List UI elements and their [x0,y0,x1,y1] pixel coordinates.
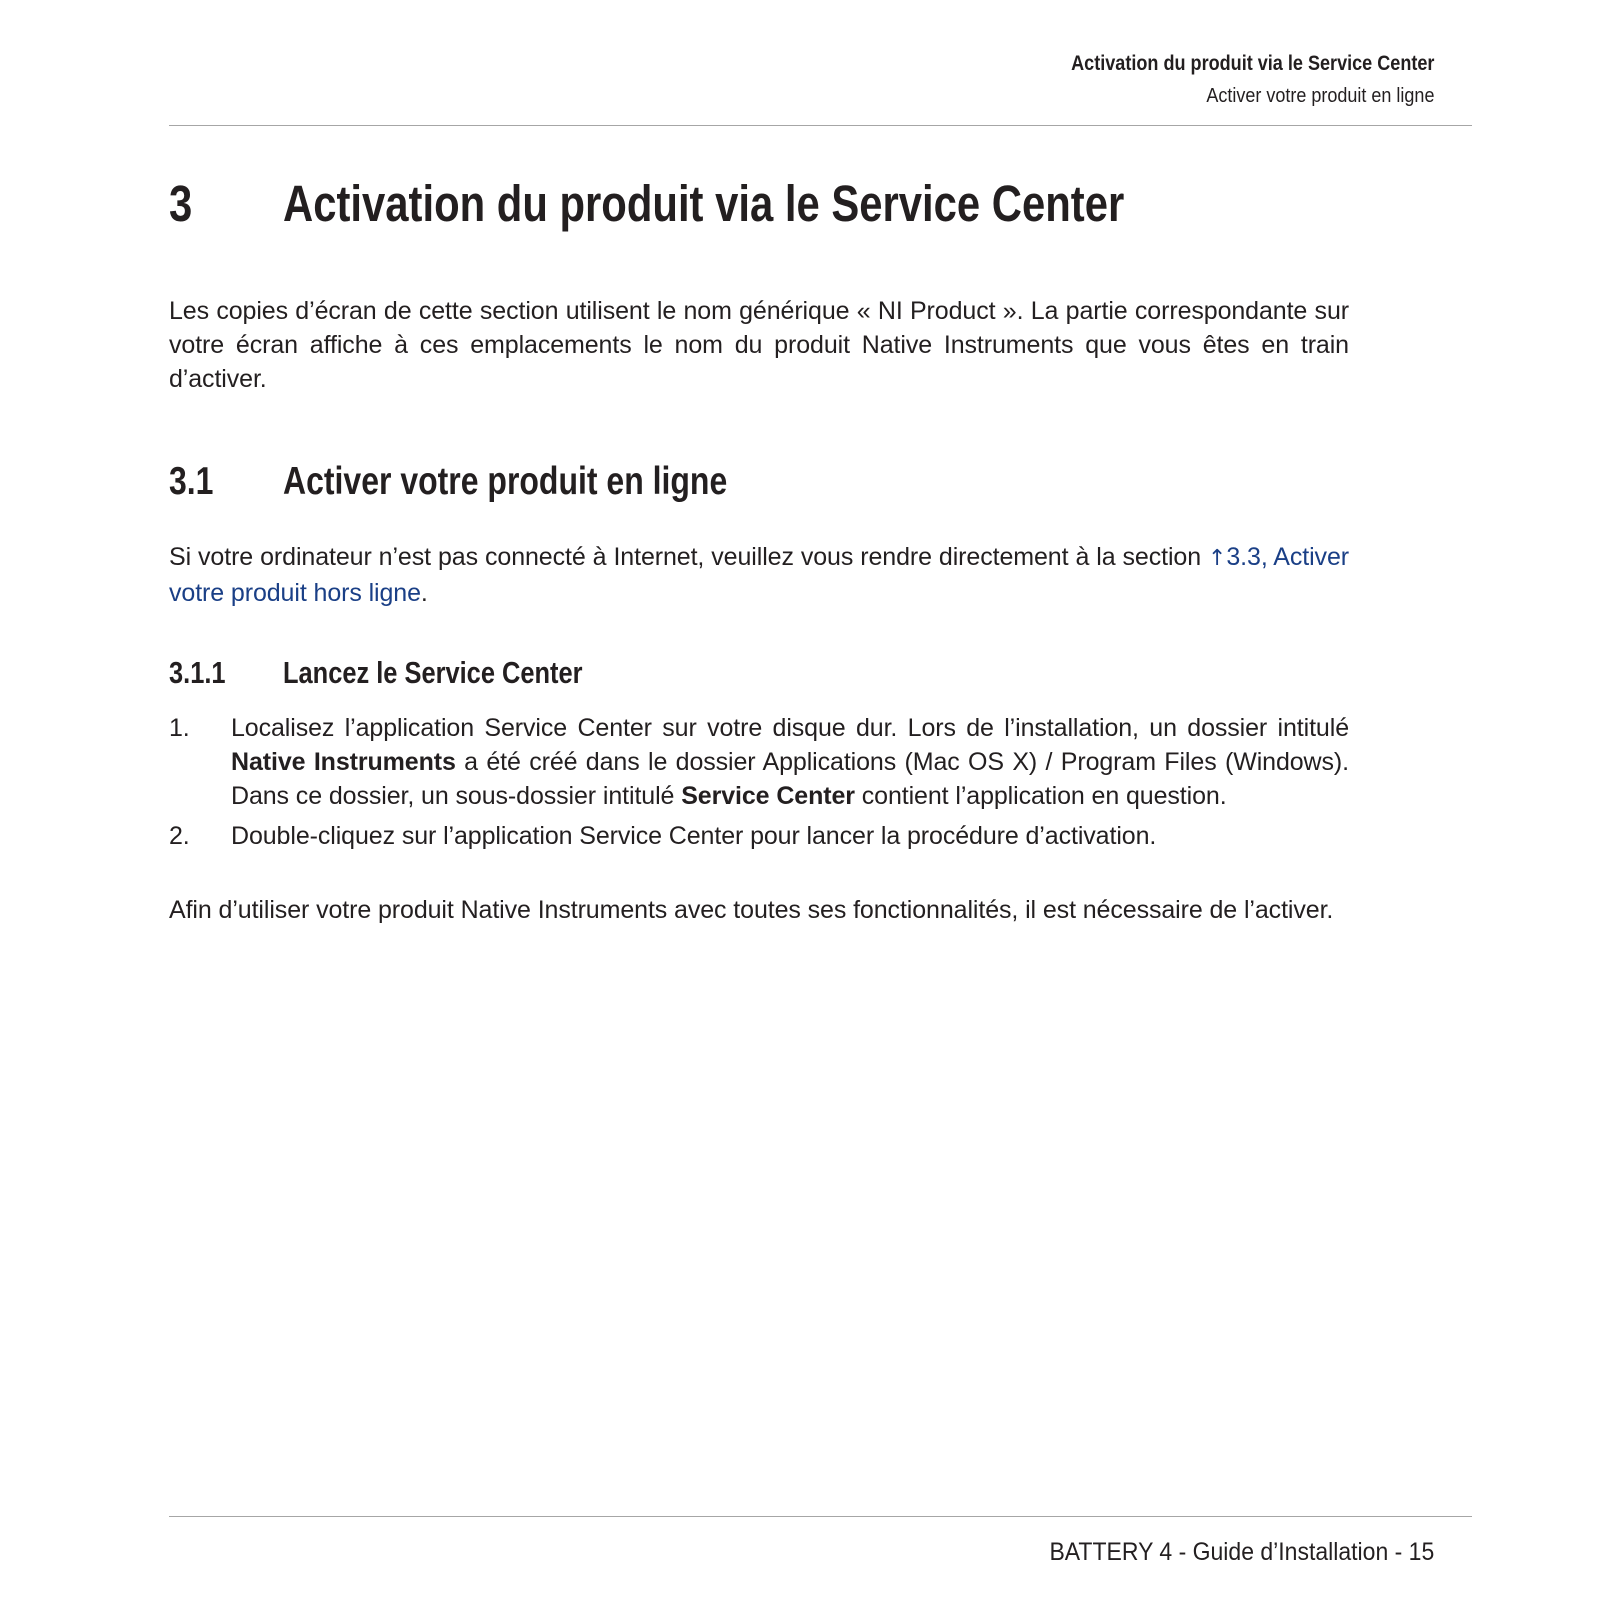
section-number: 3.1 [169,460,214,503]
chapter-number: 3 [169,175,193,232]
closing-paragraph: Afin d’utiliser votre produit Native Instruments avec toutes ses fonctionnalités, il est nécessaire de l’activer. [169,896,1334,924]
chapter-title: Activation du produit via le Service Center [283,175,1125,232]
step-text: Double-cliquez sur l’application Service Center pour lancer la procédure d’activation. [231,822,1157,850]
section-title: Activer votre produit en ligne [283,460,728,503]
arrow-up-icon: ↑ [1208,546,1227,571]
page-footer [1016,1538,1434,1567]
running-header [1012,52,1434,108]
subsection-number: 3.1.1 [169,655,226,690]
step-text: contient l’application en question. [854,782,1227,810]
running-header-chapter: Activation du produit via le Service Center [1070,52,1434,75]
step-text: a été créé dans le dossier Applications (Mac OS X) / Program Files (Windows). Dans ce dossier, un sous-dossier intitulé [231,748,1349,810]
intro-paragraph: Les copies d’écran de cette section utilisent le nom générique « NI Product ». La partie correspondante sur votre écran affiche à ces emplacements le nom du produit Native Instruments que vous êtes en train d’activer. [169,297,1349,393]
online-paragraph-text: Si votre ordinateur n’est pas connecté à Internet, veuillez vous rendre directement à la section [169,543,1209,571]
step-marker: 1. [169,714,190,742]
step-bold: Service Center [681,782,855,810]
subsection-title: Lancez le Service Center [283,655,583,690]
offline-section-link-text: 3.3, Activer votre produit hors ligne [169,543,1349,607]
footer-rule [169,1516,1472,1517]
step-bold: Native Instruments [231,748,456,776]
online-paragraph [169,540,1349,610]
list-item [169,711,1349,813]
running-header-section: Activer votre produit en ligne [1205,85,1434,107]
list-item [169,819,1349,853]
footer-text: BATTERY 4 - Guide d’Installation - 15 [1049,1538,1434,1566]
online-paragraph-end: . [420,579,428,607]
step-marker: 2. [169,822,190,850]
step-text: Localisez l’application Service Center sur votre disque dur. Lors de l’installation, un dossier intitulé [231,714,1349,742]
header-rule [169,125,1472,126]
steps-list [169,711,1349,859]
